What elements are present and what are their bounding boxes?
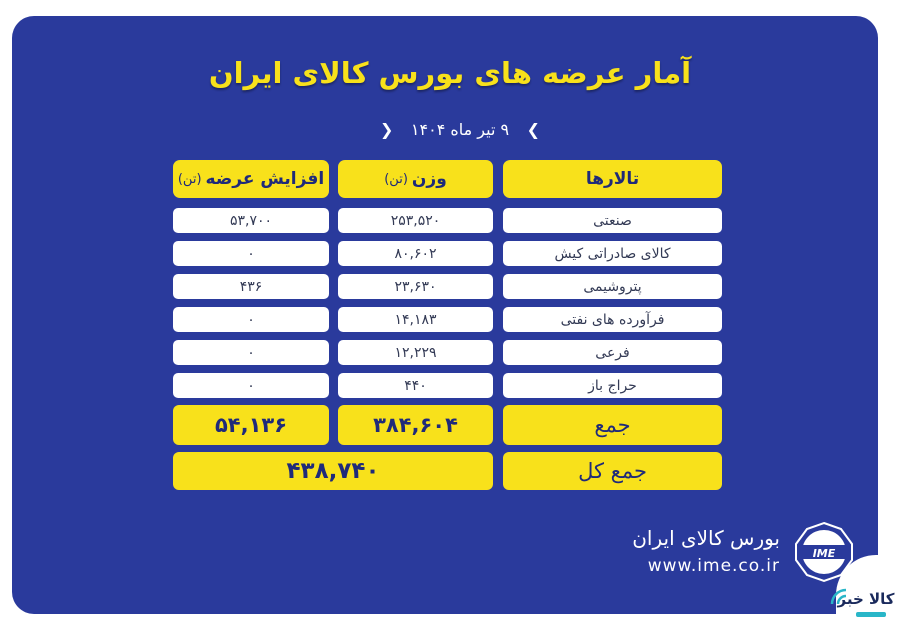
table-cell-increase: ۵۳,۷۰۰ [173, 208, 329, 233]
table-cell-weight: ۱۴,۱۸۳ [338, 307, 493, 332]
page-title: آمار عرضه های بورس کالای ایران [208, 56, 692, 90]
column-header-label: تالارها [585, 169, 640, 189]
column-header-label: وزن [411, 169, 447, 189]
chevron-right-icon: ❮ [526, 119, 540, 139]
emblem-text: IME [812, 547, 836, 560]
org-name: بورس کالای ایران [632, 526, 780, 550]
table-cell-increase: ۴۳۶ [173, 274, 329, 299]
sum-label: جمع [503, 405, 722, 445]
column-header-increase [173, 160, 329, 198]
column-header-weight [338, 160, 493, 198]
table-cell-increase: ۰ [173, 340, 329, 365]
table-cell-hall: صنعتی [503, 208, 722, 233]
column-header-halls [503, 160, 722, 198]
kala-khabar-logo-icon [826, 574, 896, 626]
chevron-left-icon: ❯ [380, 119, 394, 139]
table-cell-increase: ۰ [173, 373, 329, 398]
table-cell-weight: ۱۲,۲۲۹ [338, 340, 493, 365]
table-cell-weight: ۴۴۰ [338, 373, 493, 398]
date-label: ۹ تیر ماه ۱۴۰۴ [410, 119, 510, 139]
column-header-unit: (تن) [177, 171, 202, 187]
table-cell-hall: کالای صادراتی کیش [503, 241, 722, 266]
table-cell-hall: حراج باز [503, 373, 722, 398]
table-cell-increase: ۰ [173, 307, 329, 332]
table-cell-weight: ۲۳,۶۳۰ [338, 274, 493, 299]
sum-weight: ۳۸۴,۶۰۴ [338, 405, 493, 445]
table-cell-increase: ۰ [173, 241, 329, 266]
watermark-text: کالا خبر [837, 590, 895, 608]
column-header-unit: (تن) [384, 171, 408, 187]
table-cell-weight: ۸۰,۶۰۲ [338, 241, 493, 266]
grand-total-value: ۴۳۸,۷۴۰ [173, 452, 493, 490]
date-row [380, 117, 540, 141]
footer-branding [610, 526, 780, 576]
grand-total-label: جمع کل [503, 452, 722, 490]
website-url: www.ime.co.ir [647, 556, 780, 576]
column-header-label: افزایش عرضه [205, 169, 325, 189]
table-cell-weight: ۲۵۳,۵۲۰ [338, 208, 493, 233]
table-cell-hall: فرعی [503, 340, 722, 365]
sum-increase: ۵۴,۱۳۶ [173, 405, 329, 445]
table-cell-hall: پتروشیمی [503, 274, 722, 299]
table-cell-hall: فرآورده های نفتی [503, 307, 722, 332]
